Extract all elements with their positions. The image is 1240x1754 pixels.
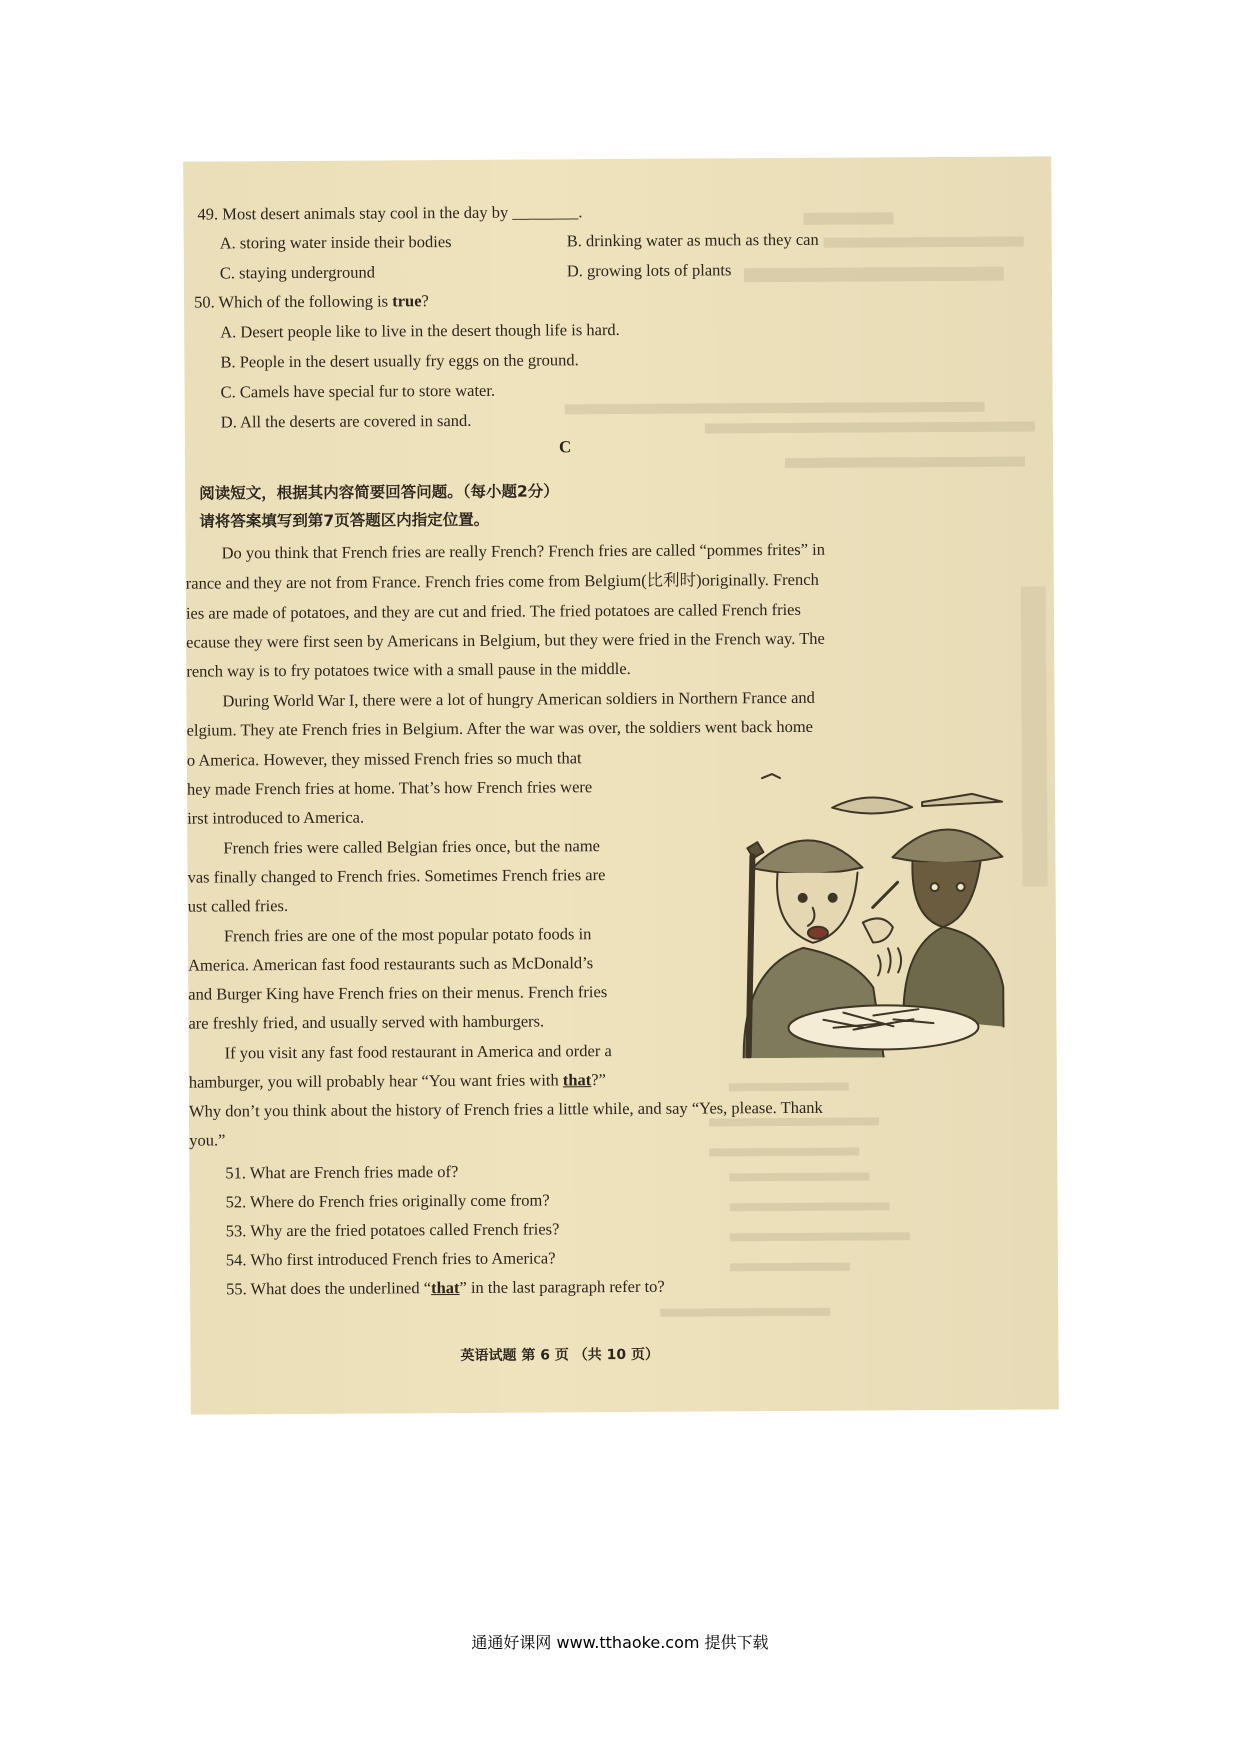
passage-line: ust called fries. <box>187 896 289 916</box>
passage-line: French fries are one of the most popular potato foods in <box>223 924 592 946</box>
question-51: 51. What are French fries made of? <box>225 1162 459 1183</box>
passage-line-with-underline <box>189 1070 606 1093</box>
question-50-stem-end: ? <box>421 291 429 311</box>
question-50-option-d: D. All the deserts are covered in sand. <box>220 410 472 432</box>
question-52: 52. Where do French fries originally come from? <box>225 1190 550 1212</box>
question-50-stem-text: 50. Which of the following is <box>193 291 393 312</box>
question-55 <box>226 1277 665 1300</box>
question-55-text: 55. What does the underlined “ <box>226 1278 432 1299</box>
passage-last-text: hamburger, you will probably hear “You want fries with <box>188 1070 563 1092</box>
passage-line: Why don’t you think about the history of French fries a little while, and say “Yes, please. Thank <box>188 1097 823 1121</box>
question-50-stem <box>194 291 429 312</box>
soldiers-eating-fries-illustration <box>722 756 1044 1058</box>
passage-line: are freshly fried, and usually served with hamburgers. <box>188 1011 545 1033</box>
passage-line: rench way is to fry potatoes twice with a small pause in the middle. <box>186 658 631 681</box>
question-49-option-c: C. staying underground <box>219 262 375 283</box>
passage-line: elgium. They ate French fries in Belgium. After the war was over, the soldiers went back home <box>186 716 814 740</box>
passage-line: and Burger King have French fries on their menus. French fries <box>188 982 608 1004</box>
passage-line: If you visit any fast food restaurant in America and order a <box>224 1041 612 1063</box>
section-c-instruction-1: 阅读短文，根据其内容简要回答问题。（每小题2分） <box>199 482 559 503</box>
passage-last-end: ?” <box>591 1070 606 1090</box>
scanned-exam-page <box>183 156 1059 1414</box>
passage-line: ecause they were first seen by Americans in Belgium, but they were fried in the French way. The <box>186 628 825 652</box>
question-50-option-c: C. Camels have special fur to store water. <box>220 380 496 402</box>
underlined-word-that: that <box>562 1070 592 1090</box>
question-50-option-a: A. Desert people like to live in the desert though life is hard. <box>220 319 620 342</box>
question-55-end: ” in the last paragraph refer to? <box>459 1276 665 1297</box>
question-54: 54. Who first introduced French fries to America? <box>225 1248 556 1270</box>
passage-line: o America. However, they missed French fries so much that <box>186 748 582 770</box>
question-49-stem: 49. Most desert animals stay cool in the day by ________. <box>197 202 583 224</box>
passage-line: hey made French fries at home. That’s how French fries were <box>186 777 593 799</box>
passage-line: rance and they are not from France. French fries come from Belgium(比利时)originally. French <box>185 569 819 593</box>
passage-line: During World War I, there were a lot of hungry American soldiers in Northern France and <box>222 687 815 711</box>
passage-line: French fries were called Belgian fries once, but the name <box>223 836 601 858</box>
passage-line: Do you think that French fries are really French? French fries are called “pommes frites” in <box>221 539 826 563</box>
question-49-option-a: A. storing water inside their bodies <box>219 232 452 253</box>
question-53: 53. Why are the fried potatoes called French fries? <box>225 1219 560 1241</box>
question-50-option-b: B. People in the desert usually fry eggs on the ground. <box>220 350 579 372</box>
passage-line: America. American fast food restaurants such as McDonald’s <box>188 953 594 975</box>
passage-line: ies are made of potatoes, and they are cut and fried. The fried potatoes are called French fries <box>185 599 801 623</box>
exam-page-footer: 英语试题 第 6 页 （共 10 页） <box>460 1346 659 1364</box>
passage-line: irst introduced to America. <box>187 807 365 828</box>
question-50-stem-bold: true <box>392 291 422 311</box>
question-49-option-b: B. drinking water as much as they can <box>566 229 819 251</box>
section-letter-c: C <box>558 437 572 457</box>
passage-line: you.” <box>189 1130 226 1150</box>
section-c-instruction-2: 请将答案填写到第7页答题区内指定位置。 <box>199 510 490 531</box>
passage-line: vas finally changed to French fries. Sometimes French fries are <box>187 865 606 887</box>
site-download-footer: 通通好课网 www.tthaoke.com 提供下载 <box>471 1633 769 1652</box>
question-49-option-d: D. growing lots of plants <box>566 260 732 281</box>
question-55-underlined-word: that <box>430 1277 460 1298</box>
